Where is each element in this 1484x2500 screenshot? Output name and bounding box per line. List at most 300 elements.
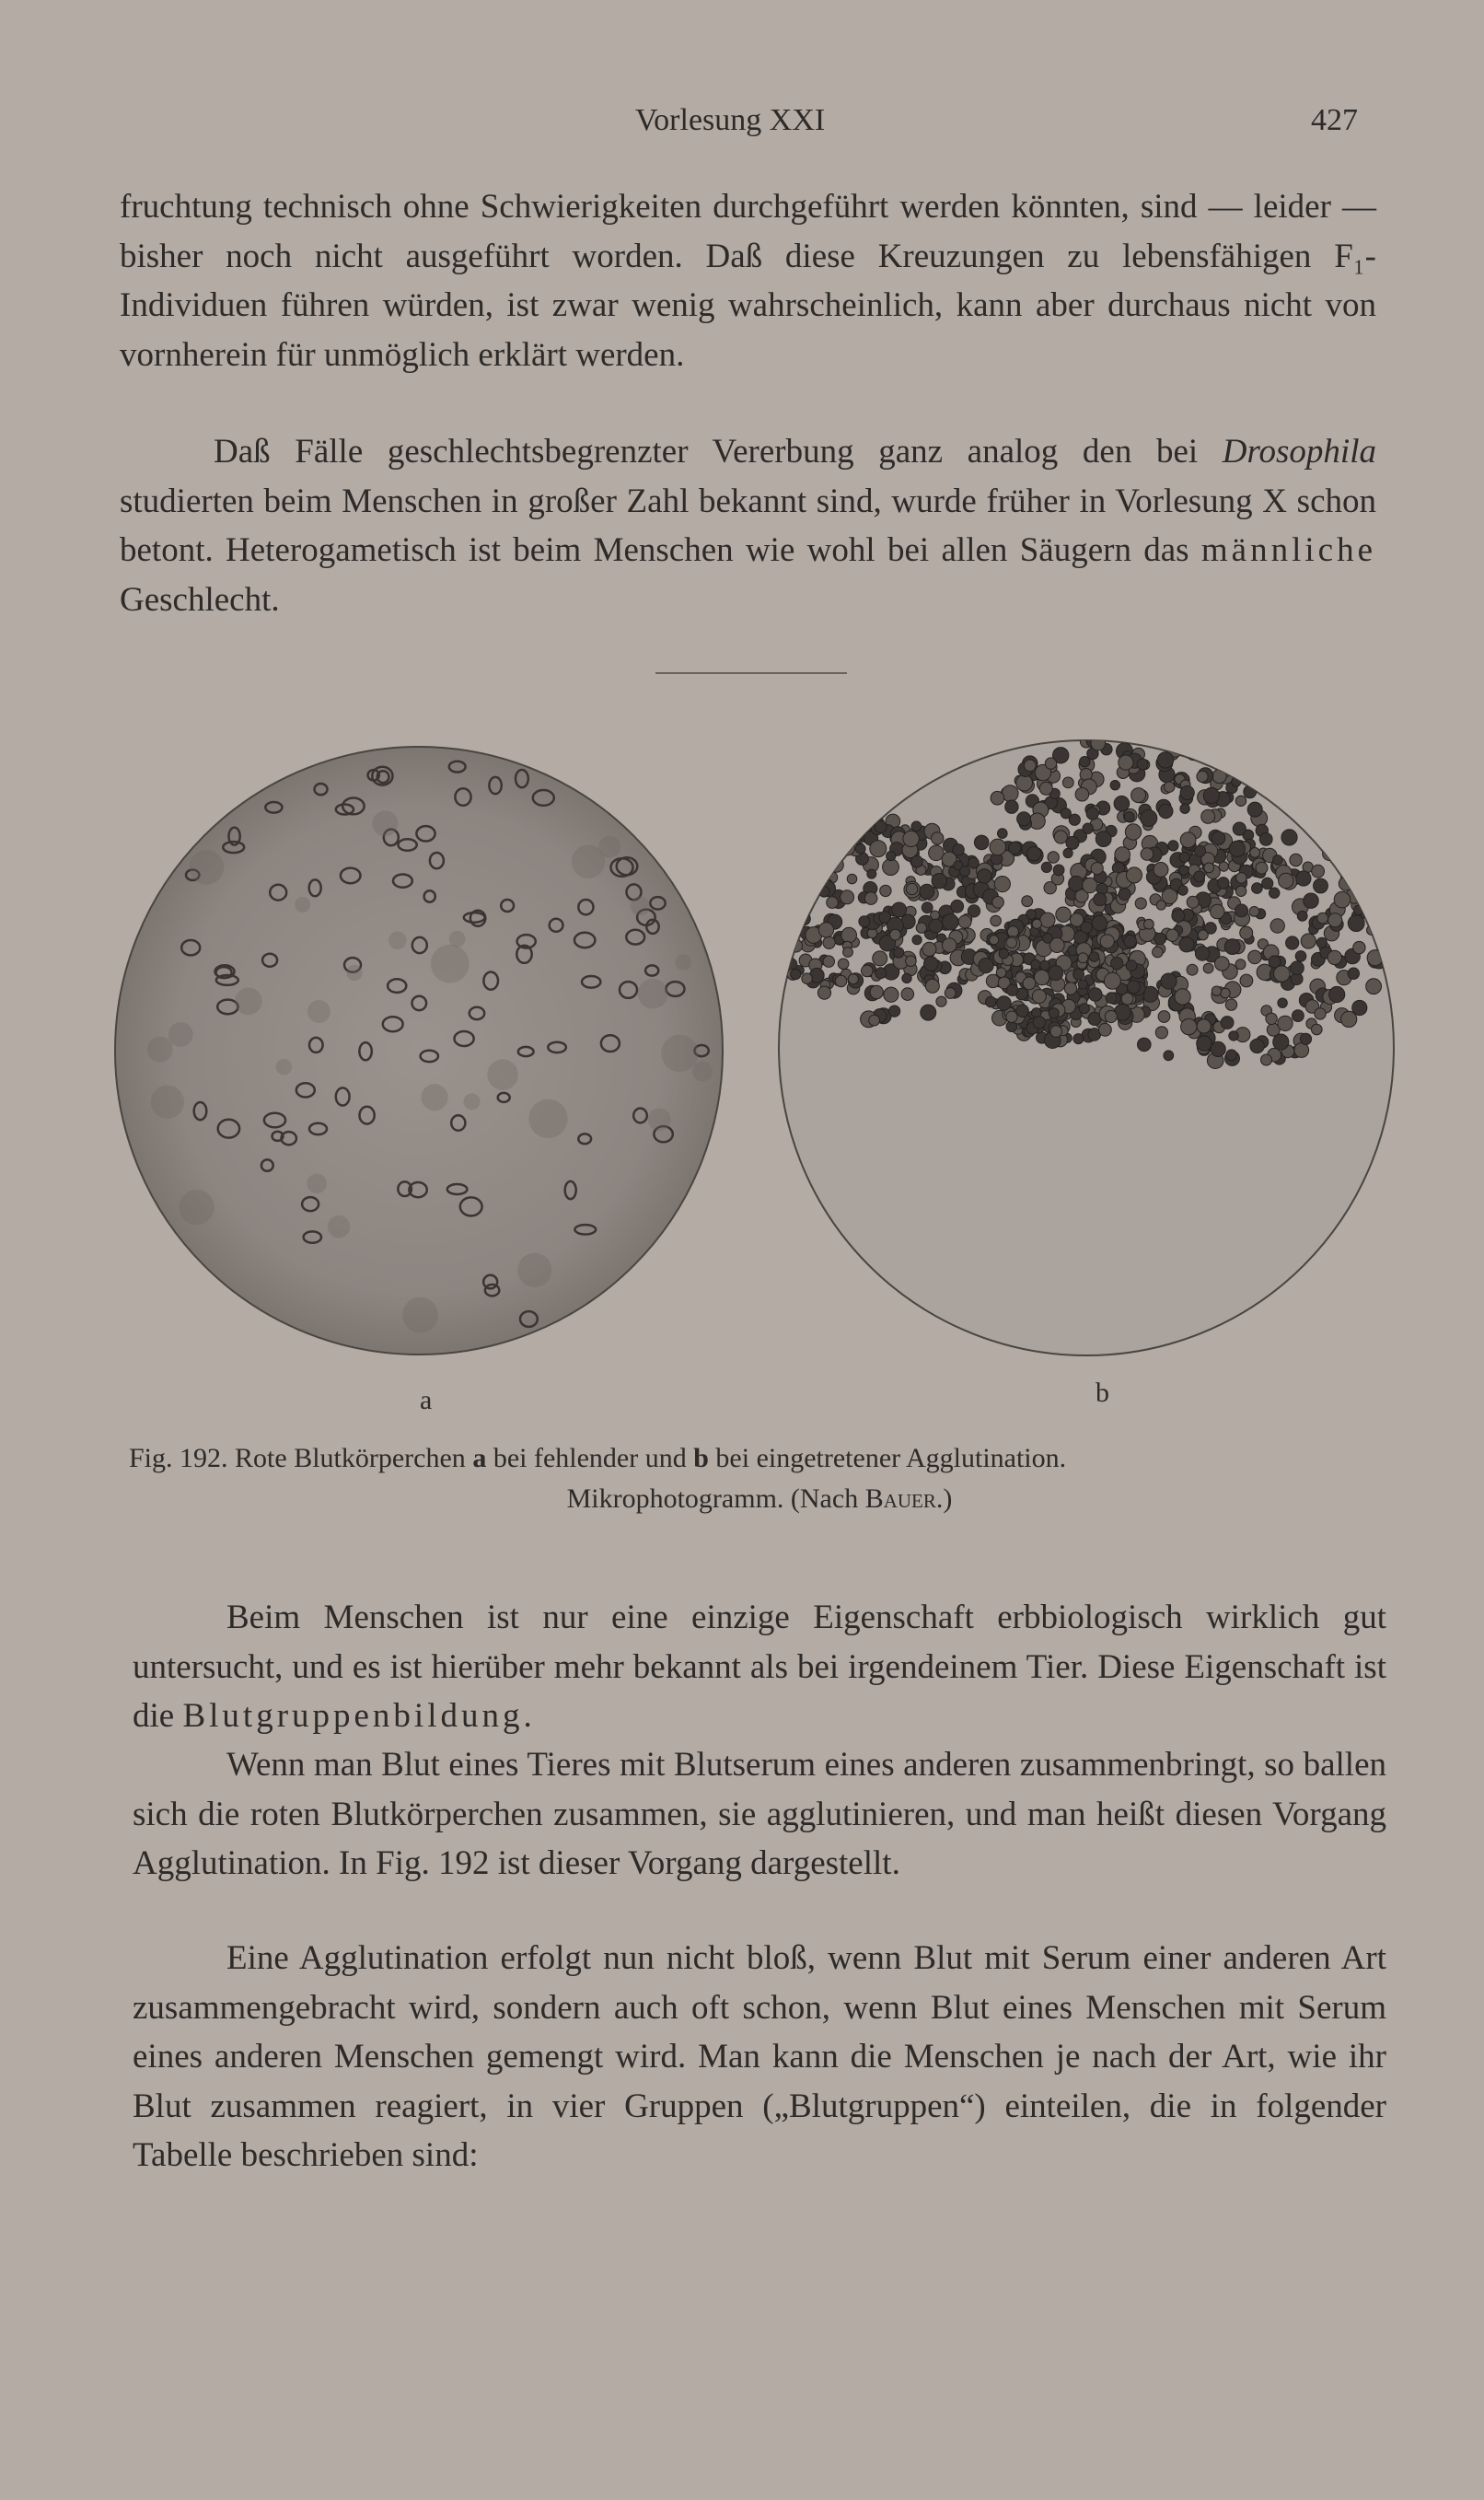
cell-clump-dot (1024, 760, 1036, 772)
cell-clump-dot (1215, 957, 1230, 971)
cell-clump-dot (1229, 841, 1245, 856)
cell-clump-dot (802, 973, 813, 984)
cell-clump-dot (1236, 873, 1247, 884)
cell-clump-dot (1219, 862, 1228, 871)
shadow-spot (307, 1000, 330, 1023)
cell-clump-dot (823, 956, 834, 967)
cell-clump-dot (1080, 757, 1090, 767)
cell-clump-dot (1100, 935, 1114, 948)
cell-clump-dot (1007, 984, 1018, 995)
cell-clump-dot (864, 892, 877, 905)
cell-clump-dot (1009, 842, 1022, 855)
caption-a: a (472, 1443, 487, 1473)
cell-clump-dot (1195, 845, 1206, 856)
cell-clump-dot (903, 831, 919, 846)
shadow-spot (168, 1022, 193, 1047)
paragraph-2 (120, 427, 1376, 624)
paragraph-5 (133, 1934, 1386, 2180)
cell-clump-dot (1063, 848, 1072, 857)
cell-clump-dot (1348, 968, 1359, 979)
shadow-spot (276, 1059, 293, 1076)
cell-clump-dot (1315, 1008, 1326, 1019)
cell-clump-dot (850, 826, 860, 836)
cell-clump-dot (901, 988, 914, 1001)
cell-clump-dot (1233, 822, 1246, 835)
figure-caption (129, 1438, 1390, 1519)
cell-clump-dot (1135, 898, 1146, 909)
paragraph-1-text: fruchtung technisch ohne Schwierigkeiten durchgeführt werden könnten, sind — leider — bisher noch nicht ausgeführt worden. Daß diese Kreuzungen zu lebensfähigen F₁-Individuen führen würden, ist zwar wenig wahrscheinlich, kann aber durchaus nicht von vornherein für unmöglich erklärt werden. (120, 188, 1376, 374)
cell-clump-dot (1075, 787, 1089, 801)
cell-clump-dot (1211, 904, 1225, 919)
cell-clump-dot (1350, 866, 1365, 882)
cell-clump-dot (1366, 979, 1382, 994)
cell-clump-dot (1225, 999, 1236, 1010)
caption-line-2-end: .) (935, 1483, 953, 1514)
cell-clump-dot (1212, 769, 1226, 783)
cell-clump-dot (1039, 782, 1052, 795)
paragraph-4-text: Wenn man Blut eines Tieres mit Blutserum eines anderen zusammenbringt, so ballen sich die roten Blutkörperchen zusammen, sie agglutinieren, und man heißt diesen Vorgang Agglutination. In Fig. 192 ist dieser Vorgang dargestellt. (133, 1746, 1386, 1882)
cell-clump-dot (803, 869, 817, 884)
shadow-spot (661, 1035, 698, 1072)
cell-clump-dot (1131, 788, 1146, 803)
shadow-spot (295, 897, 310, 913)
cell-clump-dot (1175, 989, 1190, 1005)
cell-clump-dot (1023, 977, 1036, 990)
cell-clump-dot (1115, 847, 1130, 863)
paragraph-5-text: Eine Agglutination erfolgt nun nicht bloß, wenn Blut mit Serum einer anderen Art zusammengebracht wird, sondern auch oft schon, wenn Blut eines Menschen mit Serum eines anderen Menschen gemengt wird. Man kann die Menschen je nach der Art, wie ihr Blut zusammen reagiert, in vier Gruppen („Blutgruppen“) einteilen, die in folgender Tabelle beschrieben sind: (133, 1939, 1386, 2174)
cell-clump-dot (1312, 1024, 1323, 1035)
cell-clump-dot (1159, 804, 1173, 818)
cell-clump-dot (775, 896, 788, 911)
cell-clump-dot (1078, 953, 1088, 963)
cell-clump-dot (1212, 986, 1221, 995)
shadow-spot (328, 1215, 350, 1238)
emphasis-maennliche: männliche (1200, 531, 1376, 569)
cell-clump-dot (887, 852, 896, 861)
cell-clump-dot (1187, 896, 1199, 908)
cell-clump-dot (1179, 937, 1194, 952)
cell-clump-dot (815, 852, 829, 866)
cell-clump-dot (834, 836, 843, 845)
cell-clump-dot (942, 938, 956, 953)
cell-clump-dot (1195, 947, 1209, 960)
cell-clump-dot (1127, 867, 1142, 883)
cell-clump-dot (1166, 929, 1178, 941)
cell-clump-dot (1273, 855, 1282, 865)
cell-clump-dot (1032, 919, 1041, 928)
shadow-spot (598, 836, 620, 858)
cell-clump-dot (1317, 913, 1328, 924)
cell-clump-dot (936, 996, 946, 1006)
running-head (0, 103, 1484, 149)
cell-clump-dot (1348, 915, 1364, 932)
cell-clump-dot (1270, 888, 1280, 898)
cell-clump-dot (1297, 911, 1307, 921)
cell-clump-dot (862, 965, 874, 977)
cell-clump-dot (999, 948, 1009, 959)
cell-clump-dot (1327, 950, 1341, 964)
cell-clump-dot (1029, 813, 1045, 829)
cell-clump-dot (1006, 937, 1017, 948)
cell-clump-dot (1091, 863, 1103, 875)
cell-clump-dot (1250, 1039, 1264, 1052)
cell-clump-dot (1235, 796, 1246, 806)
cell-clump-dot (1204, 863, 1214, 873)
cell-clump-dot (1197, 1019, 1211, 1033)
shadow-spot (235, 988, 262, 1016)
shadow-spot (528, 1099, 567, 1138)
cell-clump-dot (1016, 774, 1033, 791)
cell-clump-dot (813, 855, 822, 864)
cell-clump-dot (775, 939, 786, 953)
cell-clump-dot (1221, 1017, 1234, 1029)
cell-clump-dot (806, 881, 820, 896)
cell-clump-dot (835, 836, 852, 853)
cell-clump-dot (1278, 1016, 1293, 1030)
cell-clump-dot (945, 988, 956, 999)
cell-clump-dot (906, 883, 917, 894)
species-name: Drosophila (1222, 433, 1376, 471)
cell-clump-dot (1016, 1005, 1028, 1017)
caption-text-1: Rote Blutkörperchen (227, 1443, 473, 1473)
cell-clump-dot (1040, 960, 1049, 970)
cell-clump-dot (1369, 895, 1382, 908)
cell-clump-dot (892, 902, 907, 917)
cell-clump-dot (838, 959, 849, 970)
cell-clump-dot (986, 996, 997, 1007)
cell-clump-dot (958, 915, 971, 928)
cell-clump-dot (925, 979, 939, 993)
cell-clump-dot (932, 874, 946, 889)
cell-clump-dot (1022, 896, 1033, 907)
cell-clump-dot (791, 969, 801, 979)
cell-clump-dot (1053, 865, 1064, 876)
cell-clump-dot (776, 917, 791, 932)
cell-clump-dot (1158, 1011, 1170, 1023)
cell-clump-dot (1249, 907, 1259, 917)
shadow-spot (402, 1297, 438, 1333)
cell-clump-dot (996, 968, 1006, 978)
cell-clump-dot (1096, 831, 1111, 847)
cell-clump-dot (1187, 747, 1200, 761)
shadow-spot (179, 1190, 214, 1225)
cell-clump-dot (847, 874, 857, 884)
cell-clump-dot (1049, 1008, 1059, 1018)
cell-clump-dot (1224, 939, 1240, 955)
caption-line-2 (129, 1479, 1390, 1519)
figure-label-b: b (1096, 1378, 1109, 1408)
cell-clump-dot (1172, 910, 1185, 923)
cell-clump-dot (911, 821, 922, 831)
cell-clump-dot (1070, 913, 1083, 926)
cell-clump-dot (992, 897, 1004, 909)
cell-clump-dot (960, 866, 970, 877)
cell-clump-dot (797, 865, 808, 876)
cell-clump-dot (1278, 998, 1287, 1007)
cell-clump-dot (1155, 1027, 1167, 1039)
cell-clump-dot (1061, 808, 1071, 819)
cell-clump-dot (1111, 958, 1123, 970)
cell-clump-dot (894, 948, 904, 958)
cell-clump-dot (1040, 913, 1055, 927)
cell-clump-dot (1203, 787, 1219, 803)
cell-clump-dot (823, 936, 835, 948)
cell-clump-dot (1125, 824, 1141, 840)
cell-clump-dot (979, 959, 993, 973)
cell-clump-dot (825, 839, 835, 849)
cell-clump-dot (875, 968, 887, 979)
paragraph-3 (133, 1593, 1386, 1741)
cell-clump-dot (1179, 866, 1188, 875)
cell-clump-dot (1092, 915, 1107, 931)
cell-clump-dot (924, 957, 939, 971)
cell-clump-dot (1005, 800, 1018, 813)
cell-clump-dot (1104, 972, 1120, 989)
cell-clump-dot (1212, 831, 1225, 845)
cell-clump-dot (1089, 988, 1103, 1002)
shadow-spot (648, 1108, 671, 1131)
cell-clump-dot (1141, 810, 1157, 827)
cell-clump-dot (994, 877, 1010, 892)
shadow-spot (449, 931, 466, 948)
cell-clump-dot (1381, 949, 1395, 963)
cell-clump-dot (1157, 752, 1173, 768)
cell-clump-dot (921, 1005, 936, 1020)
cell-clump-dot (902, 973, 911, 983)
paragraph-3-end: . (523, 1697, 532, 1735)
cell-clump-dot (1050, 1026, 1062, 1038)
cell-clump-dot (1247, 802, 1262, 817)
cell-clump-dot (1180, 832, 1196, 848)
shadow-spot (487, 1059, 518, 1090)
cell-clump-dot (1194, 871, 1205, 882)
cell-clump-dot (1154, 933, 1166, 945)
cell-clump-dot (906, 956, 917, 967)
cell-clump-dot (1181, 1018, 1197, 1034)
cell-clump-dot (870, 841, 887, 857)
cell-clump-dot (991, 791, 1004, 805)
cell-clump-dot (794, 908, 804, 918)
cell-clump-dot (1119, 889, 1130, 901)
shadow-spot (190, 850, 225, 885)
cell-clump-dot (1110, 781, 1119, 790)
cell-clump-dot (1094, 893, 1107, 906)
cell-clump-dot (1045, 758, 1056, 769)
cell-clump-dot (1218, 878, 1230, 890)
cell-clump-dot (1240, 926, 1253, 939)
shadow-spot (372, 810, 398, 836)
caption-b: b (693, 1443, 709, 1473)
cell-clump-dot (843, 948, 853, 958)
cell-clump-dot (1164, 782, 1175, 793)
cell-clump-dot (922, 942, 936, 956)
cell-clump-dot (1041, 862, 1051, 872)
cell-clump-dot (889, 1006, 900, 1017)
cell-clump-dot (1262, 878, 1273, 889)
cell-clump-dot (818, 923, 833, 937)
cell-clump-dot (1180, 804, 1189, 813)
shadow-spot (463, 1093, 480, 1110)
cell-clump-dot (1144, 919, 1154, 929)
cell-clump-dot (890, 929, 901, 940)
cell-clump-dot (870, 985, 883, 998)
cell-clump-dot (1301, 934, 1316, 948)
cell-clump-dot (1137, 759, 1148, 770)
shadow-spot (422, 1084, 448, 1110)
cell-clump-dot (1341, 1011, 1357, 1027)
caption-text-3: bei eingetretener Agglutination. (708, 1443, 1067, 1473)
cell-clump-dot (1294, 1043, 1309, 1058)
emphasis-blutgruppenbildung: Blutgruppenbildung (182, 1697, 524, 1735)
cell-clump-dot (1252, 883, 1263, 894)
cell-clump-dot (1049, 966, 1063, 981)
cell-clump-dot (802, 880, 812, 890)
cell-clump-dot (873, 951, 887, 966)
caption-prefix: Fig. 192. (129, 1443, 228, 1473)
cell-clump-dot (1079, 1004, 1089, 1014)
cell-clump-dot (818, 887, 829, 898)
shadow-spot (307, 1174, 327, 1194)
cell-clump-dot (835, 975, 846, 986)
cell-clump-dot (990, 936, 999, 945)
cell-clump-dot (1083, 823, 1093, 833)
cell-clump-dot (1026, 847, 1040, 861)
cell-clump-dot (991, 915, 1002, 926)
cell-clump-dot (786, 893, 799, 906)
cell-clump-dot (1178, 886, 1188, 896)
cell-clump-dot (1126, 960, 1137, 971)
cell-clump-dot (848, 817, 864, 832)
shadow-spot (151, 1086, 184, 1119)
cell-clump-dot (1286, 936, 1299, 949)
cell-clump-dot (1261, 1054, 1272, 1065)
cell-clump-dot (1259, 833, 1272, 846)
cell-clump-dot (1106, 993, 1117, 1004)
cell-clump-dot (1017, 812, 1031, 826)
cell-clump-dot (800, 878, 814, 892)
shadow-spot (147, 1037, 173, 1063)
micrograph-a (110, 742, 727, 1359)
cell-clump-dot (884, 987, 899, 1002)
cell-clump-dot (922, 902, 933, 913)
cell-clump-dot (1201, 809, 1215, 823)
caption-author: Bauer (864, 1483, 936, 1514)
cell-clump-dot (1033, 1017, 1045, 1029)
cell-clump-dot (775, 924, 785, 935)
cell-clump-dot (1353, 941, 1365, 953)
cell-clump-dot (1032, 990, 1046, 1004)
cell-clump-dot (1235, 959, 1246, 970)
cell-clump-dot (1128, 981, 1141, 994)
cell-clump-dot (1073, 969, 1084, 980)
cell-clump-dot (1056, 907, 1071, 922)
cell-clump-dot (978, 869, 992, 884)
shadow-spot (692, 1062, 713, 1082)
cell-clump-dot (1138, 1038, 1152, 1052)
cell-clump-dot (1312, 865, 1325, 878)
cell-clump-dot (1203, 963, 1213, 973)
cell-clump-dot (1250, 848, 1260, 858)
cell-clump-dot (1156, 901, 1165, 910)
cell-clump-dot (916, 923, 926, 933)
cell-clump-dot (1119, 755, 1133, 770)
cell-clump-dot (1064, 983, 1076, 994)
cell-clump-dot (911, 855, 923, 867)
caption-text-2: bei fehlender und (486, 1443, 694, 1473)
cell-clump-dot (840, 833, 854, 848)
cell-clump-dot (929, 919, 943, 933)
paragraph-3-start: Beim Menschen ist nur eine einzige Eigenschaft erbbiologisch wirklich gut untersucht, und es ist hierüber mehr bekannt als bei irgendeinem Tier. Diese Eigenschaft ist die (133, 1599, 1386, 1735)
cell-clump-dot (841, 927, 857, 943)
cell-clump-dot (799, 890, 809, 900)
cell-clump-dot (1007, 926, 1018, 937)
cell-clump-dot (986, 974, 999, 987)
cell-clump-dot (775, 914, 791, 930)
cell-clump-dot (838, 831, 849, 842)
cell-clump-dot (1328, 913, 1342, 927)
cell-clump-dot (1124, 935, 1137, 948)
cell-clump-dot (912, 936, 922, 945)
shadow-spot (346, 965, 362, 981)
cell-clump-dot (1279, 873, 1293, 888)
cell-clump-dot (1296, 871, 1311, 886)
cell-clump-dot (1235, 886, 1246, 896)
cell-clump-dot (1164, 1051, 1174, 1061)
cell-clump-dot (998, 829, 1008, 839)
cell-clump-dot (809, 858, 823, 872)
cell-clump-dot (1054, 831, 1067, 843)
cell-clump-dot (856, 844, 866, 855)
cell-clump-dot (1273, 1034, 1289, 1050)
cell-clump-dot (1099, 1023, 1112, 1036)
shadow-spot (631, 896, 650, 915)
cell-clump-dot (1091, 737, 1106, 750)
cell-clump-dot (1141, 848, 1154, 861)
cell-clump-dot (932, 832, 944, 844)
cell-clump-dot (1274, 966, 1291, 983)
shadow-spot (638, 979, 668, 1009)
cell-clump-dot (883, 859, 899, 876)
cell-clump-dot (812, 865, 827, 879)
cell-clump-dot (848, 974, 858, 984)
cell-clump-dot (1293, 1010, 1304, 1022)
page-number: 427 (1311, 103, 1358, 137)
cell-clump-dot (1198, 930, 1208, 940)
cell-clump-dot (1240, 974, 1253, 987)
paragraph-1 (120, 182, 1376, 379)
section-divider (655, 672, 847, 674)
cell-clump-dot (1078, 980, 1087, 989)
cell-clump-dot (817, 986, 830, 999)
paragraph-4 (133, 1740, 1386, 1889)
shadow-spot (517, 1253, 551, 1287)
cell-clump-dot (1304, 893, 1318, 908)
cell-clump-dot (1211, 1041, 1225, 1056)
shadow-spot (431, 945, 470, 983)
cell-clump-dot (835, 831, 851, 846)
paragraph-2-end: Geschlecht. (120, 580, 280, 619)
micrograph-b (775, 737, 1397, 1359)
cell-clump-dot (841, 890, 854, 904)
cell-clump-dot (817, 863, 831, 877)
cell-clump-dot (1154, 863, 1168, 878)
cell-clump-dot (1248, 950, 1262, 964)
cell-clump-dot (951, 900, 964, 913)
cell-clump-dot (943, 914, 959, 931)
cell-clump-dot (1043, 934, 1053, 944)
cell-clump-dot (974, 835, 989, 850)
cell-clump-dot (920, 884, 934, 899)
